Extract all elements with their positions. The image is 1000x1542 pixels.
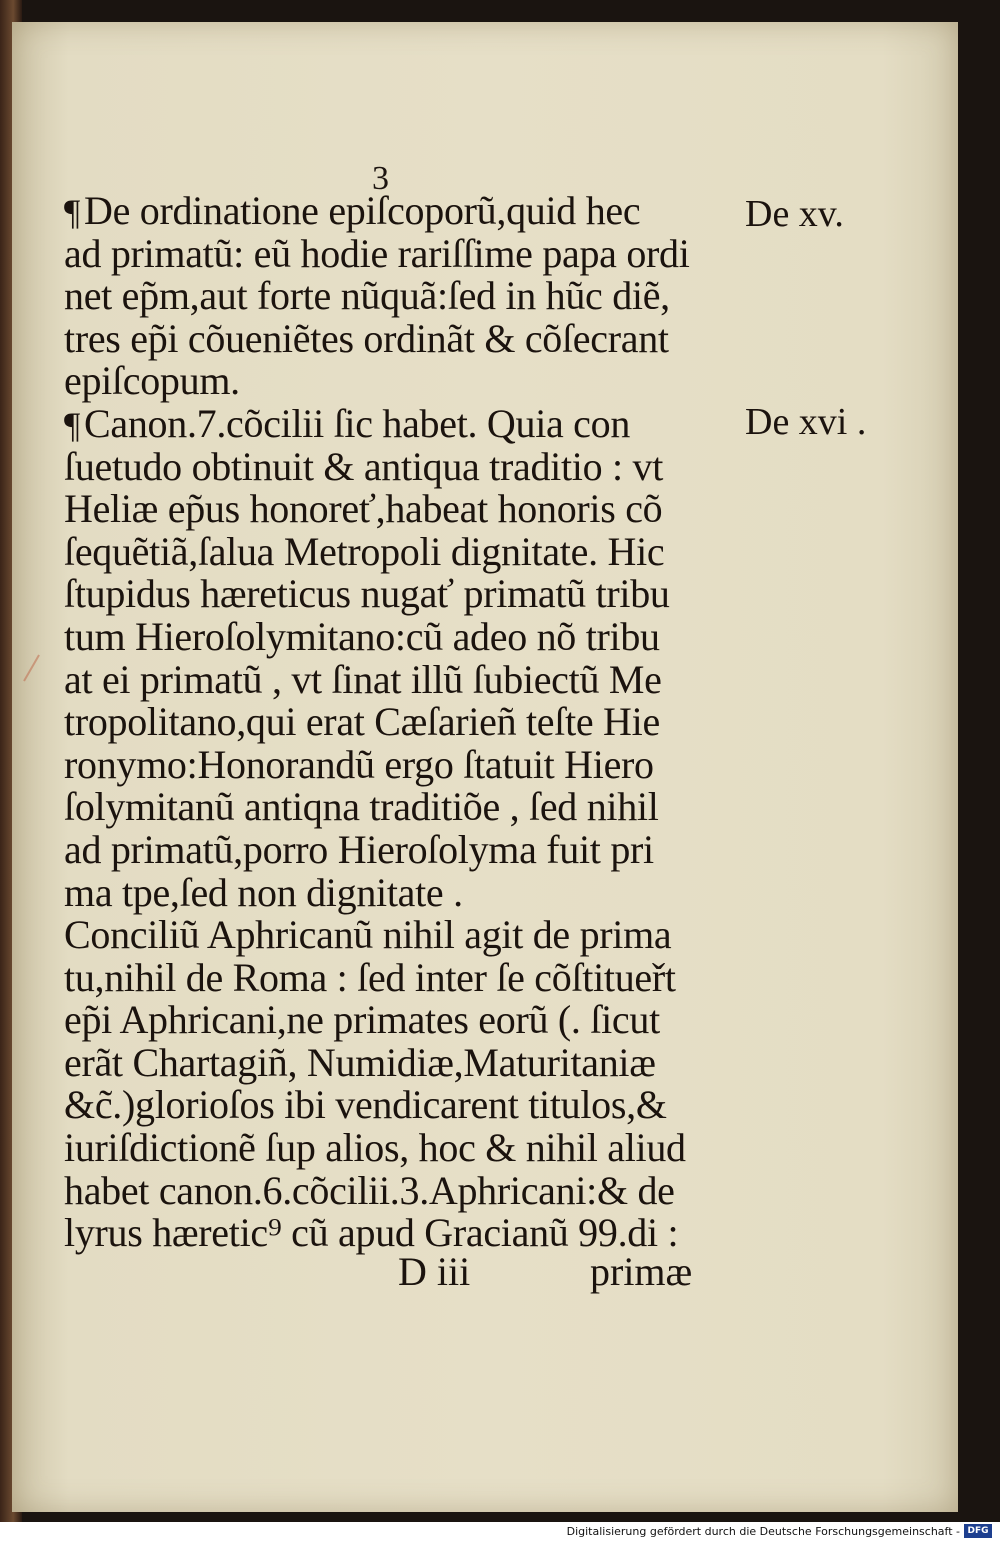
text-line: Heliæ ep̃us honoreť,habeat honoris cõ [64, 486, 663, 532]
dfg-logo-icon: DFG [964, 1524, 992, 1538]
text-line: ſuetudo obtinuit & antiqua traditio : vt [64, 443, 664, 489]
text-line: at ei primatũ , vt ſinat illũ ſubiectũ Me [64, 656, 662, 702]
text-line: ad primatũ,porro Hieroſolyma fuit pri [64, 826, 654, 872]
margin-note: De xvi . [745, 401, 867, 443]
text-line: Conciliũ Aphricanũ nihil agit de prima [64, 912, 672, 958]
text-line: ep̃i Aphricani,ne primates eorũ (. ſicut [64, 997, 660, 1043]
text-line: ſolymitanũ antiqna traditiõe , ſed nihil [64, 784, 659, 830]
text-line: tu,nihil de Roma : ſed inter ſe cõſtitueřt [64, 954, 676, 1000]
text-line: habet canon.6.cõcilii.3.Aphricani:& de [64, 1167, 675, 1213]
text-line: lyrus hæretic⁹ cũ apud Gracianũ 99.di : [64, 1210, 679, 1256]
page-body-text [64, 190, 734, 1255]
text-line: iuriſdictionẽ ſup alios, hoc & nihil aliud [64, 1125, 686, 1171]
pilcrow-icon: ¶ [64, 192, 81, 232]
funding-credit: Digitalisierung gefördert durch die Deutsche Forschungsgemeinschaft - [566, 1525, 960, 1538]
text-line: tropolitano,qui erat Cæſarieñ teſte Hie [64, 699, 660, 745]
text-line: net ep̃m,aut forte nũquã:ſed in hũc diẽ, [64, 273, 670, 319]
text-line: ma tpe,ſed non dignitate . [64, 869, 463, 915]
text-line: ad primatũ: eũ hodie rariſſime papa ordi [64, 230, 690, 276]
catchword: primæ [590, 1249, 693, 1294]
text-line: ¶ De ordinatione epiſcoporũ,quid hec [64, 188, 641, 233]
text-line: erãt Chartagiñ, Numidiæ,Maturitaniæ [64, 1039, 656, 1085]
pilcrow-icon: ¶ [64, 404, 81, 445]
signature-mark: D iii [398, 1249, 471, 1294]
text-line: ſtupidus hæreticus nugať primatũ tribu [64, 571, 670, 617]
text-line: ¶ Canon.7.cõcilii ſic habet. Quia con [64, 400, 631, 446]
margin-note: De xv. [745, 193, 844, 235]
text-line: epiſcopum. [64, 358, 240, 404]
text-line: &c̃.)glorioſos ibi vendicarent titulos,& [64, 1082, 667, 1128]
text-line: ſequẽtiã,ſalua Metropoli dignitate. Hic [64, 528, 665, 574]
text-line: tres ep̃i cõueniẽtes ordinãt & cõſecrant [64, 315, 669, 361]
text-line: tum Hieroſolymitano:cũ adeo nõ tribu [64, 613, 660, 659]
folio-number: 3 [372, 160, 389, 197]
text-line: ronymo:Honorandũ ergo ſtatuit Hiero [64, 741, 654, 787]
